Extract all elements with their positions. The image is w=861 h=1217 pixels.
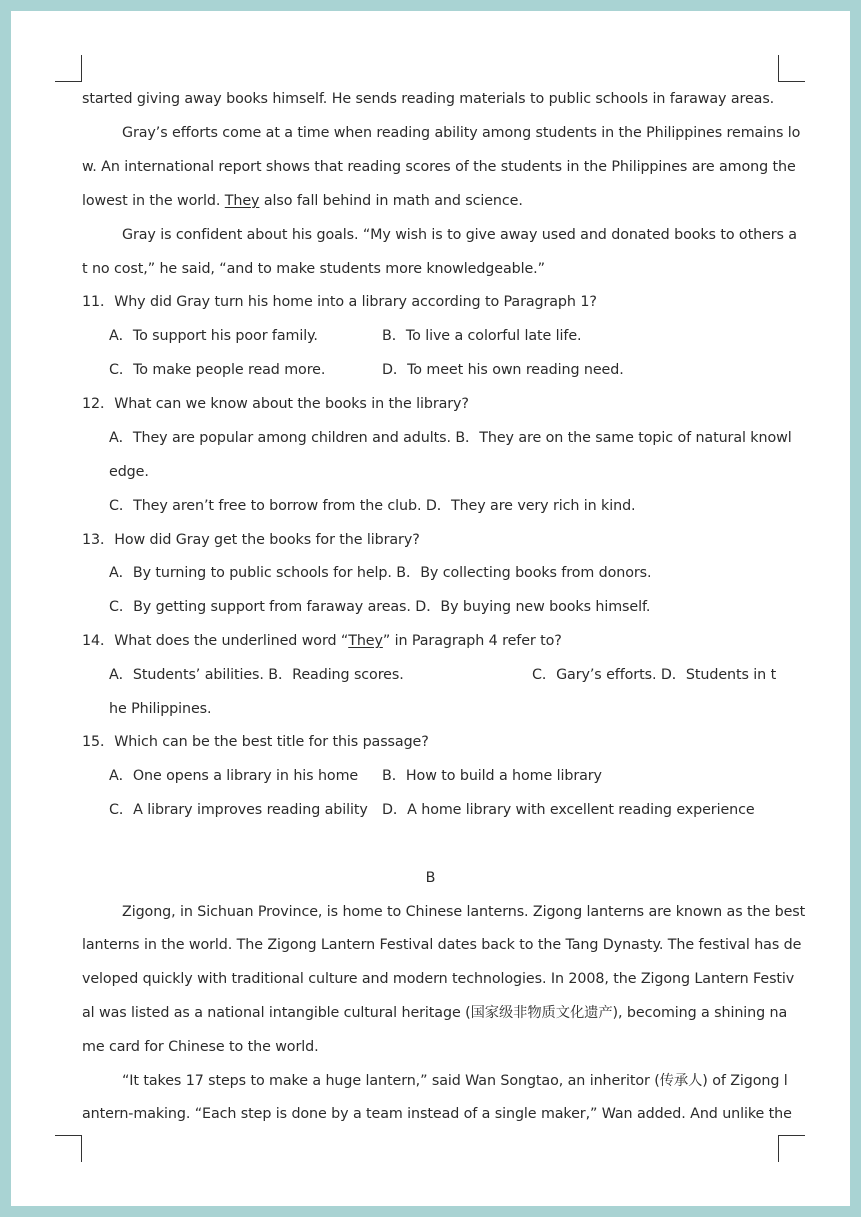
passage-a-line: Gray’s efforts come at a time when reading ability among students in the Philippines remains lo [122,125,801,141]
passage-a-line: Gray is confident about his goals. “My wish is to give away used and donated books to others a [122,227,797,243]
question-12-stem: 12．What can we know about the books in the library? [82,396,469,412]
option-b: B．To live a colorful late life. [382,328,582,344]
question-12-options-ab: A．They are popular among children and adults. B．They are on the same topic of natural knowl [109,430,792,446]
passage-b-line: antern-making. “Each step is done by a team instead of a single maker,” Wan added. And unlike the [82,1106,792,1122]
passage-b-line: me card for Chinese to the world. [82,1039,319,1055]
passage-a-line [82,191,782,211]
option-d: D．To meet his own reading need. [382,362,624,378]
crop-mark-top-left [55,55,82,82]
passage-a-text: lowest in the world. [82,193,221,209]
option-a: A．One opens a library in his home [109,768,359,784]
passage-b-line: al was listed as a national intangible cultural heritage (国家级非物质文化遗产), becoming a shining na [82,1005,788,1021]
option-b: B．How to build a home library [382,768,602,784]
question-14-underlined-word: They [348,633,383,649]
crop-mark-bottom-left [55,1135,82,1162]
option-c: C．A library improves reading ability [109,802,368,818]
option-d: D．A home library with excellent reading experience [382,802,755,818]
passage-b-line: Zigong, in Sichuan Province, is home to Chinese lanterns. Zigong lanterns are known as the best [122,904,806,920]
option-cd: C．Gary’s efforts. D．Students in t [532,667,777,683]
document-page [11,11,850,1206]
option-ab: A．Students’ abilities. B．Reading scores. [109,667,404,683]
question-13-options-ab: A．By turning to public schools for help. B．By collecting books from donors. [109,565,652,581]
passage-a-line: t no cost,” he said, “and to make students more knowledgeable.” [82,261,545,277]
question-11-stem: 11．Why did Gray turn his home into a library according to Paragraph 1? [82,294,597,310]
question-12-options-ab-wrap: edge. [109,464,149,480]
question-14-stem-text: 14．What does the underlined word “ [82,633,349,649]
crop-mark-bottom-right [778,1135,805,1162]
passage-b-line: veloped quickly with traditional culture and modern technologies. In 2008, the Zigong Lantern Festiv [82,971,795,987]
passage-a-line: w. An international report shows that reading scores of the students in the Philippines are among the [82,159,796,175]
option-c: C．To make people read more. [109,362,326,378]
question-14-stem-text: ” in Paragraph 4 refer to? [382,633,562,649]
passage-a-line: started giving away books himself. He sends reading materials to public schools in faraway areas. [82,91,775,107]
passage-a-text: also fall behind in math and science. [263,193,523,209]
passage-b-heading: B [425,870,436,886]
question-13-stem: 13．How did Gray get the books for the library? [82,532,420,548]
question-14-options-wrap: he Philippines. [109,701,212,717]
crop-mark-top-right [778,55,805,82]
passage-b-line: lanterns in the world. The Zigong Lantern Festival dates back to the Tang Dynasty. The festival has de [82,937,802,953]
question-13-options-cd: C．By getting support from faraway areas. D．By buying new books himself. [109,599,651,615]
option-a: A．To support his poor family. [109,328,318,344]
question-12-options-cd: C．They aren’t free to borrow from the club. D．They are very rich in kind. [109,498,636,514]
passage-b-line: “It takes 17 steps to make a huge lantern,” said Wan Songtao, an inheritor (传承人) of Zigong l [122,1073,788,1089]
question-15-stem: 15．Which can be the best title for this passage? [82,734,429,750]
underlined-word-they: They [224,193,260,209]
question-14-stem [82,631,782,651]
